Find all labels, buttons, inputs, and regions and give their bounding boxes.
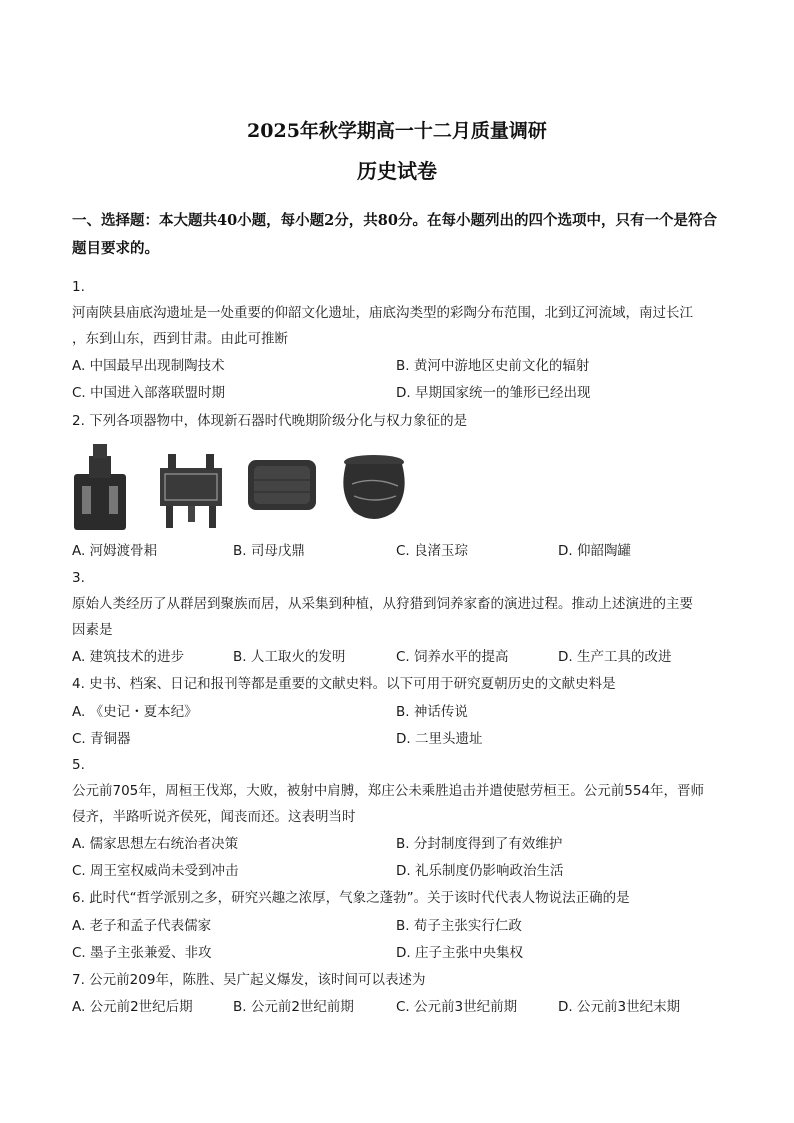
option-c[interactable]: C. 周王室权威尚未受到冲击	[72, 863, 239, 879]
option-d[interactable]: D. 生产工具的改进	[558, 649, 672, 665]
exam-subject: 历史试卷	[357, 159, 437, 183]
ding-vessel-artifact	[160, 454, 222, 528]
option-d[interactable]: D. 二里头遗址	[396, 731, 483, 747]
option-d[interactable]: D. 礼乐制度仍影响政治生活	[396, 863, 564, 879]
option-a[interactable]: A. 建筑技术的进步	[72, 649, 185, 665]
option-d[interactable]: D. 早期国家统一的雏形已经出现	[396, 385, 591, 401]
question-stem: 2. 下列各项器物中，体现新石器时代晚期阶级分化与权力象征的是	[72, 413, 468, 429]
question-stem: 公元前705年，周桓王伐郑，大败，被射中肩膊，郑庄公未乘胜追击并遣使慰劳桓王。公元前554年，晋师	[72, 783, 705, 799]
exam-title: 2025年秋学期高一十二月质量调研	[247, 120, 547, 142]
option-c[interactable]: C. 饲养水平的提高	[396, 649, 509, 665]
option-d[interactable]: D. 仰韶陶罐	[558, 543, 631, 559]
option-d[interactable]: D. 公元前3世纪末期	[558, 999, 681, 1015]
option-a[interactable]: A. 老子和孟子代表儒家	[72, 918, 212, 934]
question-stem: 因素是	[72, 622, 113, 638]
option-a[interactable]: A. 儒家思想左右统治者决策	[72, 836, 239, 852]
option-c[interactable]: C. 中国进入部落联盟时期	[72, 385, 226, 401]
option-b[interactable]: B. 神话传说	[396, 704, 468, 720]
question-number: 3.	[72, 570, 85, 586]
option-c[interactable]: C. 良渚玉琮	[396, 543, 469, 559]
pottery-jar-artifact	[343, 455, 404, 519]
question-number: 1.	[72, 279, 85, 295]
option-b[interactable]: B. 黄河中游地区史前文化的辐射	[396, 358, 590, 374]
artifact-images	[72, 440, 412, 532]
section-heading: 一、选择题：本大题共40小题，每小题2分，共80分。在每小题列出的四个选项中，只有一个是符合题目要求的。	[72, 212, 717, 257]
option-b[interactable]: B. 人工取火的发明	[233, 649, 346, 665]
question-stem: 4. 史书、档案、日记和报刊等都是重要的文献史料。以下可用于研究夏朝历史的文献史料是	[72, 676, 616, 692]
option-a[interactable]: A. 公元前2世纪后期	[72, 999, 193, 1015]
question-stem: 7. 公元前209年，陈胜、吴广起义爆发，该时间可以表述为	[72, 972, 426, 988]
question-stem: 河南陕县庙底沟遗址是一处重要的仰韶文化遗址，庙底沟类型的彩陶分布范围，北到辽河流域，南过长江	[72, 305, 693, 321]
option-b[interactable]: B. 公元前2世纪前期	[233, 999, 354, 1015]
option-b[interactable]: B. 司母戊鼎	[233, 543, 305, 559]
option-c[interactable]: C. 墨子主张兼爱、非攻	[72, 945, 212, 961]
question-stem: ，东到山东，西到甘肃。由此可推断	[72, 331, 288, 347]
option-c[interactable]: C. 青铜器	[72, 731, 131, 747]
option-a[interactable]: A. 《史记・夏本纪》	[72, 704, 198, 720]
question-number: 5.	[72, 757, 85, 773]
option-d[interactable]: D. 庄子主张中央集权	[396, 945, 523, 961]
question-stem: 原始人类经历了从群居到聚族而居，从采集到种植，从狩猎到饲养家畜的演进过程。推动上述演进的主要	[72, 596, 693, 612]
option-c[interactable]: C. 公元前3世纪前期	[396, 999, 518, 1015]
option-b[interactable]: B. 荀子主张实行仁政	[396, 918, 522, 934]
question-stem: 侵齐，半路听说齐侯死，闻丧而还。这表明当时	[72, 809, 356, 825]
option-b[interactable]: B. 分封制度得到了有效维护	[396, 836, 563, 852]
question-stem: 6. 此时代“哲学派别之多，研究兴趣之浓厚，气象之蓬勃”。关于该时代代表人物说法正确的是	[72, 890, 630, 906]
jade-cong-artifact	[248, 460, 316, 510]
bone-si-artifact	[74, 444, 126, 530]
option-a[interactable]: A. 河姆渡骨耜	[72, 543, 158, 559]
option-a[interactable]: A. 中国最早出现制陶技术	[72, 358, 225, 374]
